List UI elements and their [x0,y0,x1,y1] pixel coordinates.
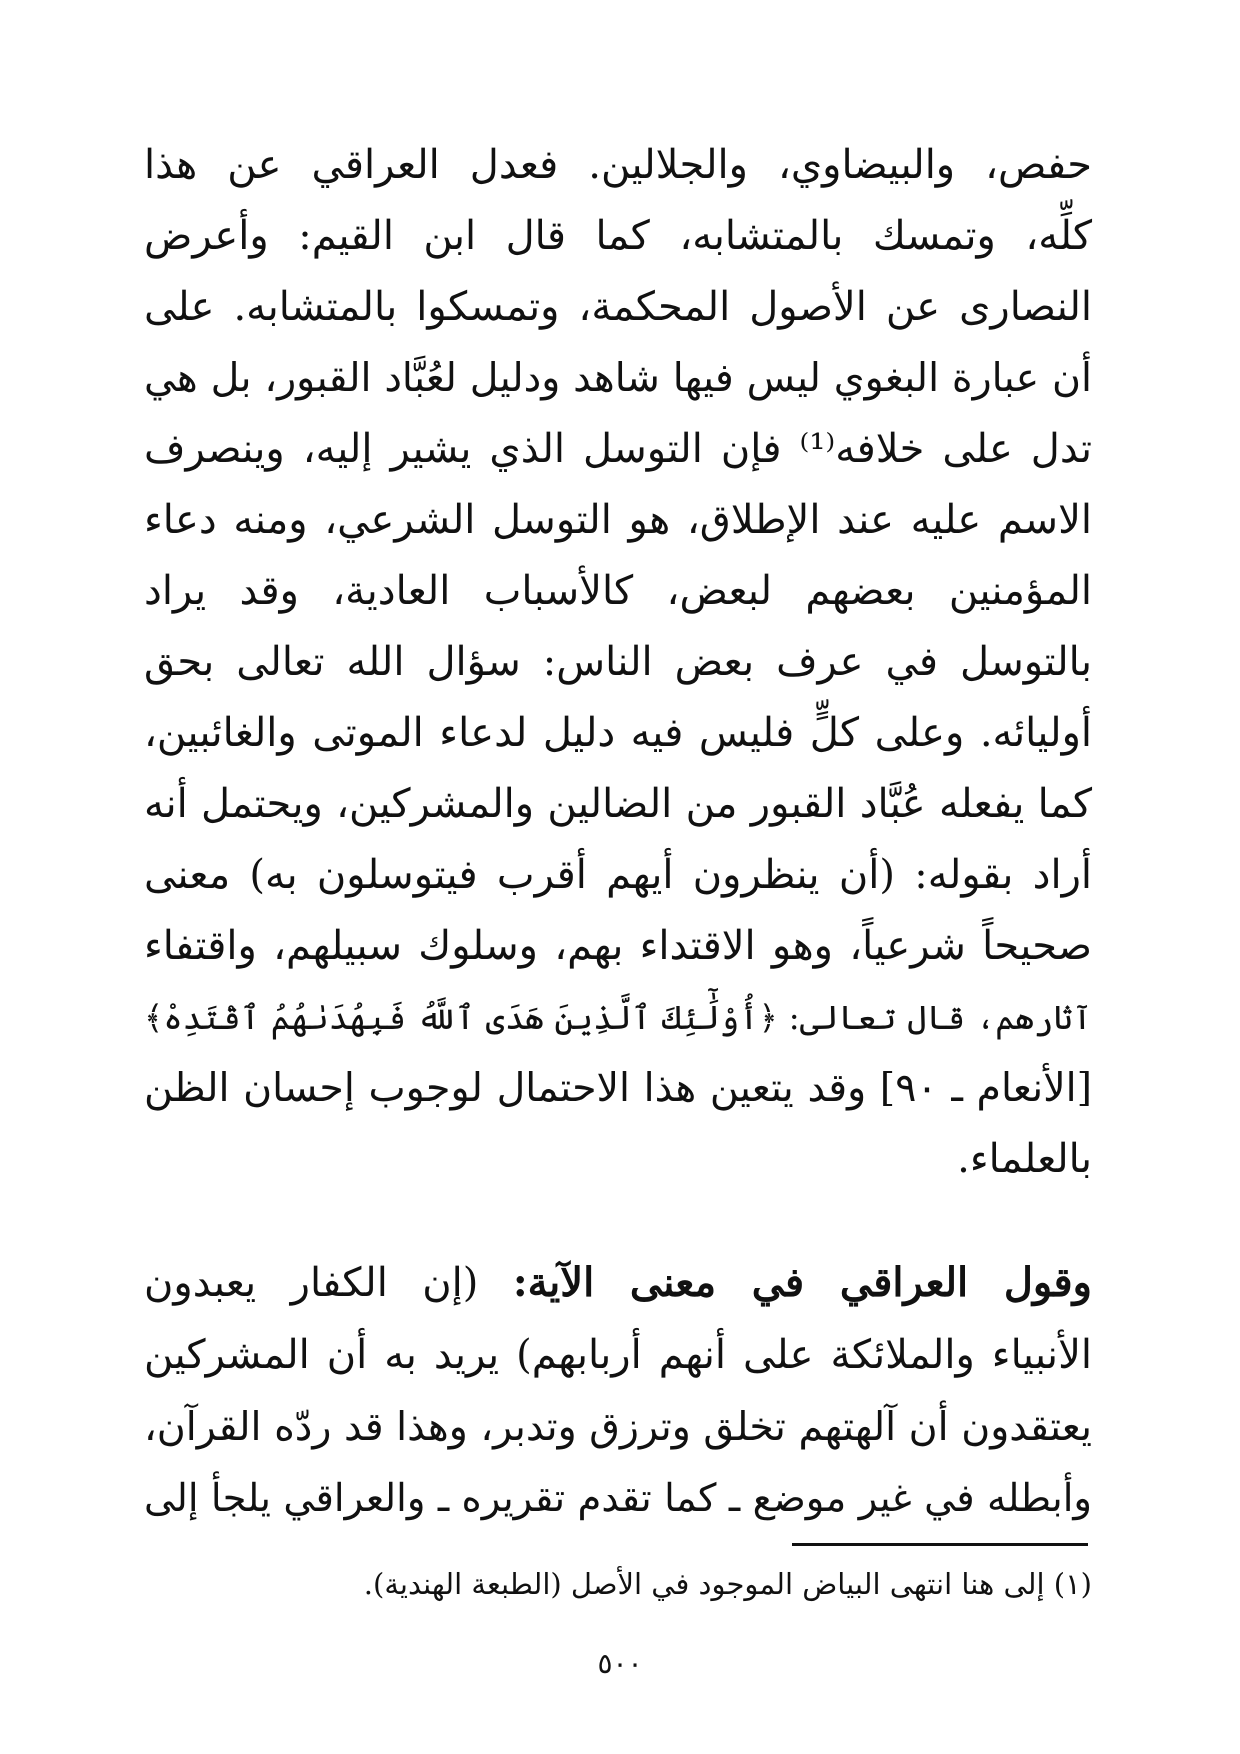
text-line: يعتقدون أن آلهتهم تخلق وترزق وتدبر، وهذا قد ردّه القرآن، [144,1404,1092,1450]
text-line: الأنبياء والملائكة على أنهم أربابهم) يريد به أن المشركين [144,1332,1092,1378]
text-line-with-lead [144,1247,1092,1319]
paragraph-2 [144,1247,1092,1535]
text-line: تدل على خلافه⁽¹⁾ فإن التوسل الذي يشير إليه، وينصرف [144,426,1092,472]
text-line: المؤمنين بعضهم لبعض، كالأسباب العادية، وقد يراد [144,568,1092,614]
text-line: أوليائه. وعلى كلٍّ فليس فيه دليل لدعاء الموتى والغائبين، [144,710,1092,756]
paragraph-1 [144,130,1092,1195]
text-segment: (إن الكفار يعبدون [144,1260,479,1306]
text-line: [الأنعام ـ ٩٠] وقد يتعين هذا الاحتمال لوجوب إحسان الظن [144,1065,1092,1111]
text-line: بالتوسل في عرف بعض الناس: سؤال الله تعالى بحق [144,639,1092,685]
text-line: حفص، والبيضاوي، والجلالين. فعدل العراقي عن هذا [144,142,1092,188]
paragraph-lead-in: وقول العراقي في معنى الآية: [512,1259,1092,1306]
text-line: النصارى عن الأصول المحكمة، وتمسكوا بالمتشابه. على [144,284,1092,330]
quran-verse-line: آثارهم، قال تعالى: ﴿أُوْلَٰٓئِكَ ٱلَّذِينَ هَدَى ٱللَّهُ فَبِهُدَىٰهُمُ ٱقْتَدِهْ﴾ [144,998,1092,1037]
footnote-separator [792,1543,1088,1546]
text-line: كلِّه، وتمسك بالمتشابه، كما قال ابن القيم: وأعرض [144,213,1092,259]
page-number: ٥٠٠ [597,1647,643,1680]
text-line: أن عبارة البغوي ليس فيها شاهد ودليل لعُبَّاد القبور، بل هي [144,355,1092,401]
text-line: صحيحاً شرعياً، وهو الاقتداء بهم، وسلوك سبيلهم، واقتفاء [144,923,1093,969]
footnote: (١) إلى هنا انتهى البياض الموجود في الأصل (الطبعة الهندية). [363,1567,1092,1601]
text-line: كما يفعله عُبَّاد القبور من الضالين والمشركين، ويحتمل أنه [144,781,1092,827]
text-line: الاسم عليه عند الإطلاق، هو التوسل الشرعي، ومنه دعاء [144,497,1092,543]
text-line: أراد بقوله: (أن ينظرون أيهم أقرب فيتوسلون به) معنى [144,852,1092,898]
text-line: وأبطله في غير موضع ـ كما تقدم تقريره ـ والعراقي يلجأ إلى [144,1476,1092,1521]
text-line: بالعلماء. [957,1136,1092,1182]
